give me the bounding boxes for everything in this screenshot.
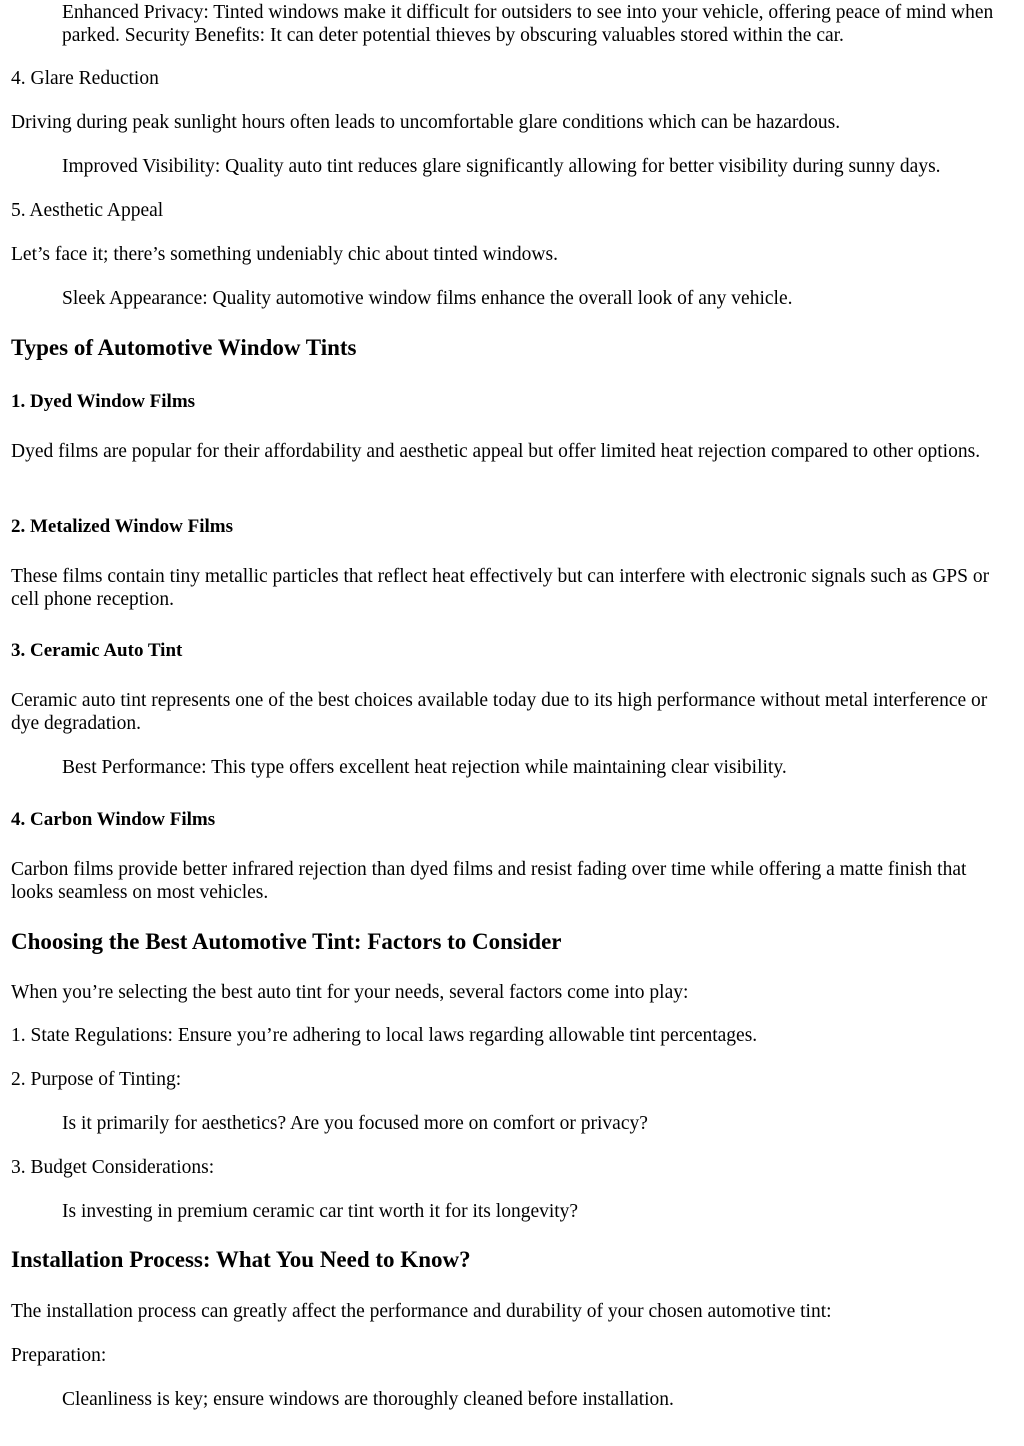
budget-question-item: Is investing in premium ceramic car tint worth it for its longevity? bbox=[62, 1201, 579, 1222]
choosing-section-heading: Choosing the Best Automotive Tint: Factors to Consider bbox=[11, 929, 562, 954]
improved-visibility-item: Improved Visibility: Quality auto tint reduces glare significantly allowing for better visibility during sunny days. bbox=[62, 156, 941, 177]
metalized-films-heading: 2. Metalized Window Films bbox=[11, 516, 234, 537]
installation-intro-paragraph: The installation process can greatly affect the performance and durability of your chosen automotive tint: bbox=[11, 1301, 832, 1322]
carbon-films-heading: 4. Carbon Window Films bbox=[11, 809, 216, 830]
budget-heading: 3. Budget Considerations: bbox=[11, 1157, 215, 1178]
cleanliness-item: Cleanliness is key; ensure windows are thoroughly cleaned before installation. bbox=[62, 1389, 674, 1410]
glare-reduction-heading: 4. Glare Reduction bbox=[11, 68, 159, 89]
purpose-question-item: Is it primarily for aesthetics? Are you focused more on comfort or privacy? bbox=[62, 1113, 648, 1134]
sleek-appearance-item: Sleek Appearance: Quality automotive window films enhance the overall look of any vehicle. bbox=[62, 288, 793, 309]
dyed-films-paragraph: Dyed films are popular for their affordability and aesthetic appeal but offer limited heat rejection compared to other options. bbox=[11, 441, 981, 462]
dyed-films-heading: 1. Dyed Window Films bbox=[11, 391, 196, 412]
choosing-intro-paragraph: When you’re selecting the best auto tint for your needs, several factors come into play: bbox=[11, 982, 689, 1003]
types-section-heading: Types of Automotive Window Tints bbox=[11, 335, 357, 360]
glare-intro-paragraph: Driving during peak sunlight hours often leads to uncomfortable glare conditions which can be hazardous. bbox=[11, 112, 841, 133]
state-regulations-item: 1. State Regulations: Ensure you’re adhering to local laws regarding allowable tint percentages. bbox=[11, 1025, 758, 1046]
ceramic-tint-heading: 3. Ceramic Auto Tint bbox=[11, 640, 183, 661]
metalized-films-paragraph: These films contain tiny metallic particles that reflect heat effectively but can interfere with electronic signals such as GPS or cell phone reception. bbox=[11, 566, 990, 610]
purpose-heading: 2. Purpose of Tinting: bbox=[11, 1069, 182, 1090]
ceramic-tint-paragraph: Ceramic auto tint represents one of the best choices available today due to its high performance without metal interference or dye degradation. bbox=[11, 690, 988, 734]
preparation-heading: Preparation: bbox=[11, 1345, 107, 1366]
best-performance-item: Best Performance: This type offers excellent heat rejection while maintaining clear visibility. bbox=[62, 757, 787, 778]
privacy-security-paragraph: Enhanced Privacy: Tinted windows make it difficult for outsiders to see into your vehicle, offering peace of mind when parked. Security Benefits: It can deter potential thieves by obscuring valuables stored within the car. bbox=[62, 2, 994, 46]
aesthetic-intro-paragraph: Let’s face it; there’s something undeniably chic about tinted windows. bbox=[11, 244, 558, 265]
carbon-films-paragraph: Carbon films provide better infrared rejection than dyed films and resist fading over time while offering a matte finish that looks seamless on most vehicles. bbox=[11, 859, 967, 903]
installation-section-heading: Installation Process: What You Need to Know? bbox=[11, 1247, 471, 1272]
aesthetic-appeal-heading: 5. Aesthetic Appeal bbox=[11, 200, 164, 221]
